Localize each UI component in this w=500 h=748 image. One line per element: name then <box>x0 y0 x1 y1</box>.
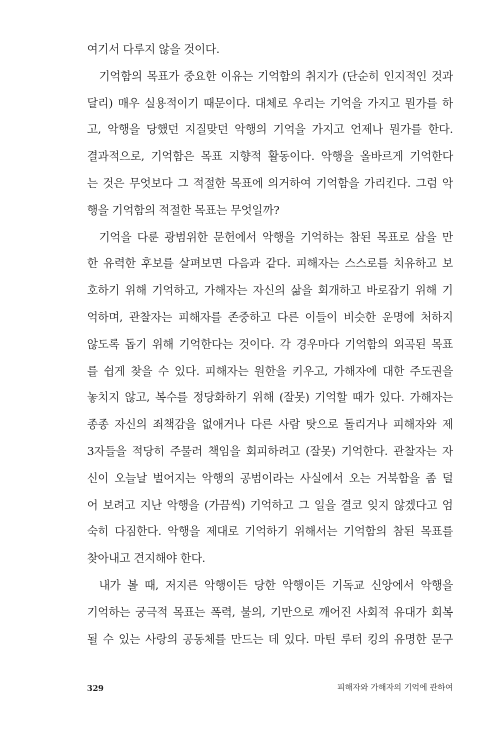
text-line: 기억함의 목표가 중요한 이유는 기억함의 취지가 (단순히 인지적인 것과 <box>99 68 453 83</box>
text-line: 신이 오늘날 벌어지는 악행의 공범이라는 사실에서 오는 거북함을 좀 덜 <box>87 470 453 485</box>
text-line: 종종 자신의 죄책감을 없애거나 다른 사람 탓으로 돌리거나 피해자와 제 <box>87 417 453 432</box>
text-line: 행을 기억함의 적절한 목표는 무엇일까? <box>87 202 280 217</box>
text-line: 어 보려고 지난 악행을 (가끔씩) 기억하고 그 일을 결코 잊지 않겠다고 엄 <box>87 497 453 512</box>
text-line: 달리) 매우 실용적이기 때문이다. 대체로 우리는 기억을 가지고 뭔가를 하 <box>87 95 453 110</box>
text-line: 3자들을 적당히 주물러 책임을 회피하려고 (잘못) 기억한다. 관찰자는 자 <box>87 443 453 458</box>
text-line: 결과적으로, 기억함은 목표 지향적 활동이다. 악행을 올바르게 기억한다 <box>87 149 453 164</box>
text-line: 는 것은 무엇보다 그 적절한 목표에 의거하여 기억함을 가리킨다. 그럼 악 <box>87 175 453 190</box>
text-line: 억하며, 관찰자는 피해자를 존중하고 다른 이들이 비슷한 운명에 처하지 <box>87 309 453 324</box>
text-line: 여기서 다루지 않을 것이다. <box>87 42 220 56</box>
page-footer <box>87 680 453 696</box>
text-line: 한 유력한 후보를 살펴보면 다음과 같다. 피해자는 스스로를 치유하고 보 <box>87 256 453 271</box>
text-line: 내가 볼 때, 저지른 악행이든 당한 악행이든 기독교 신앙에서 악행을 <box>99 577 453 592</box>
text-line: 고, 악행을 당했던 지질맞던 악행의 기억을 가지고 언제나 뭔가를 한다. <box>87 122 453 137</box>
text-line: 될 수 있는 사랑의 공동체를 만드는 데 있다. 마틴 루터 킹의 유명한 문구 <box>87 631 453 646</box>
text-line: 숙히 다짐한다. 악행을 제대로 기억하기 위해서는 기억함의 참된 목표를 <box>87 524 453 539</box>
text-line: 를 쉽게 찾을 수 있다. 피해자는 원한을 키우고, 가해자에 대한 주도권을 <box>87 363 453 378</box>
text-line: 기억을 다룬 광범위한 문헌에서 악행을 기억하는 참된 목표로 삼을 만 <box>99 229 453 244</box>
text-line: 호하기 위해 기억하고, 가해자는 자신의 삶을 회개하고 바로잡기 위해 기 <box>87 283 453 298</box>
text-line: 않도록 돕기 위해 기억한다는 것이다. 각 경우마다 기억함의 외곡된 목표 <box>87 336 453 351</box>
page-number: 329 <box>87 683 104 693</box>
body-text <box>87 36 453 652</box>
text-line: 놓치지 않고, 복수를 정당화하기 위해 (잘못) 기억할 때가 있다. 가해자는 <box>87 390 453 405</box>
running-title: 피해자와 가해자의 기억에 관하여 <box>337 683 453 692</box>
text-line: 기억하는 궁극적 목표는 폭력, 불의, 기만으로 깨어진 사회적 유대가 회복 <box>87 604 453 619</box>
text-line: 찾아내고 견지해야 한다. <box>87 551 206 566</box>
